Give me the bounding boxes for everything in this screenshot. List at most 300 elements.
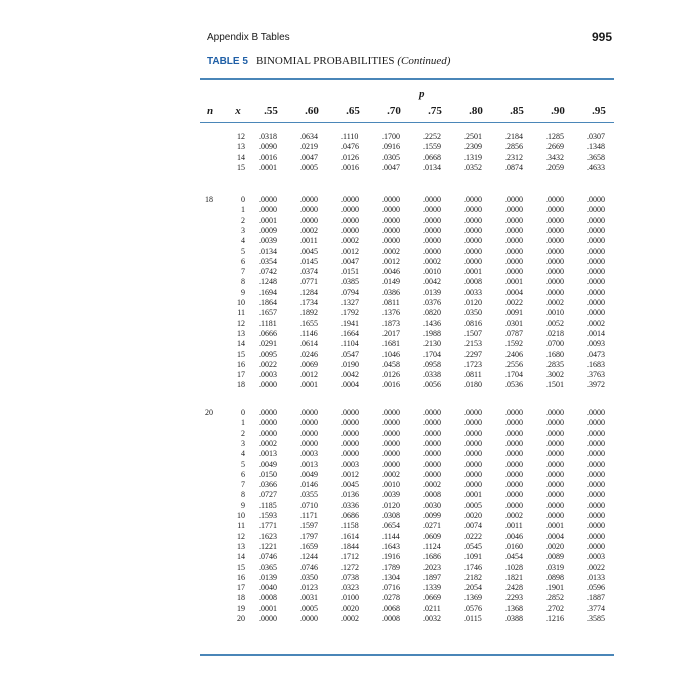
probability-cell: .0669 xyxy=(423,593,441,603)
probability-cell: .1185 xyxy=(259,500,277,510)
probability-cell: .0811 xyxy=(382,298,400,307)
probability-cell: .0012 xyxy=(382,256,400,266)
x-value-cell: 16 xyxy=(237,359,245,369)
probability-cell: .0000 xyxy=(587,236,605,246)
probability-cell: .0000 xyxy=(587,500,605,510)
table-row xyxy=(0,216,673,226)
probability-cell: .2153 xyxy=(464,339,482,349)
probability-cell: .1792 xyxy=(341,308,359,318)
probability-cell: .0000 xyxy=(300,418,318,428)
table-row xyxy=(0,490,673,500)
probability-cell: .0374 xyxy=(300,267,318,277)
x-value-cell: 19 xyxy=(237,603,245,613)
probability-cell: .0000 xyxy=(505,256,523,266)
probability-cell: .0001 xyxy=(259,215,277,225)
probability-cell: .0000 xyxy=(259,380,277,390)
probability-cell: .0000 xyxy=(546,459,564,469)
probability-cell: .0000 xyxy=(382,418,400,428)
probability-cell: .0000 xyxy=(382,225,400,235)
table-row xyxy=(0,153,673,163)
probability-cell: .2293 xyxy=(505,593,523,603)
probability-cell: .0046 xyxy=(382,267,400,277)
probability-cell: .0002 xyxy=(505,511,523,520)
table-row xyxy=(0,163,673,173)
probability-cell: .1694 xyxy=(259,287,277,297)
probability-cell: .0000 xyxy=(505,469,523,479)
probability-cell: .0012 xyxy=(341,469,359,479)
probability-cell: .0000 xyxy=(587,541,605,551)
probability-cell: .0002 xyxy=(382,469,400,479)
probability-cell: .0000 xyxy=(546,205,564,215)
x-value-cell: 5 xyxy=(241,459,245,469)
column-header-p: .90 xyxy=(551,105,565,117)
probability-cell: .0000 xyxy=(464,236,482,246)
probability-cell: .0150 xyxy=(259,469,277,479)
table-row xyxy=(0,350,673,360)
probability-cell: .0049 xyxy=(300,469,318,479)
probability-cell: .0000 xyxy=(341,408,359,417)
probability-cell: .0020 xyxy=(464,511,482,520)
probability-cell: .0010 xyxy=(423,267,441,277)
probability-cell: .0126 xyxy=(382,370,400,380)
probability-cell: .3585 xyxy=(587,614,605,623)
probability-cell: .0458 xyxy=(382,359,400,369)
probability-cell: .0820 xyxy=(423,308,441,318)
probability-cell: .1158 xyxy=(341,521,359,531)
probability-cell: .0811 xyxy=(464,370,482,380)
probability-cell: .1686 xyxy=(423,552,441,562)
probability-cell: .0000 xyxy=(587,277,605,287)
probability-cell: .0000 xyxy=(587,438,605,448)
probability-cell: .0746 xyxy=(300,562,318,572)
probability-cell: .0000 xyxy=(505,205,523,215)
probability-cell: .2017 xyxy=(382,328,400,338)
probability-cell: .0000 xyxy=(423,449,441,459)
probability-cell: .2182 xyxy=(464,572,482,582)
probability-cell: .1657 xyxy=(259,308,277,318)
probability-cell: .0000 xyxy=(587,511,605,520)
probability-cell: .0009 xyxy=(259,225,277,235)
probability-cell: .0354 xyxy=(259,256,277,266)
probability-cell: .0022 xyxy=(505,298,523,307)
probability-cell: .0001 xyxy=(464,267,482,277)
probability-cell: .1864 xyxy=(259,298,277,307)
probability-cell: .0816 xyxy=(464,318,482,328)
probability-cell: .0000 xyxy=(341,225,359,235)
table-row xyxy=(0,247,673,257)
probability-cell: .0000 xyxy=(505,438,523,448)
x-value-cell: 2 xyxy=(241,215,245,225)
table-title xyxy=(207,55,450,67)
probability-cell: .0099 xyxy=(423,511,441,520)
probability-cell: .0000 xyxy=(587,428,605,438)
probability-cell: .0000 xyxy=(505,459,523,469)
probability-cell: .0614 xyxy=(300,339,318,349)
table-bottom-rule xyxy=(200,654,614,656)
probability-cell: .0000 xyxy=(505,215,523,225)
probability-cell: .0365 xyxy=(259,562,277,572)
probability-cell: .0160 xyxy=(505,541,523,551)
probability-cell: .0609 xyxy=(423,531,441,541)
probability-cell: .0000 xyxy=(587,418,605,428)
column-header-p: .95 xyxy=(592,105,606,117)
probability-cell: .0000 xyxy=(587,490,605,500)
table-row xyxy=(0,329,673,339)
n-value-label: 18 xyxy=(205,195,213,204)
probability-cell: .1680 xyxy=(546,349,564,359)
probability-cell: .0002 xyxy=(423,480,441,490)
probability-cell: .0000 xyxy=(505,500,523,510)
probability-cell: .0139 xyxy=(259,572,277,582)
probability-cell: .2556 xyxy=(505,359,523,369)
x-value-cell: 1 xyxy=(241,418,245,428)
n-value-label: 20 xyxy=(205,408,213,417)
probability-cell: .0000 xyxy=(546,246,564,256)
probability-cell: .1797 xyxy=(300,531,318,541)
probability-cell: .1901 xyxy=(546,583,564,593)
probability-cell: .0000 xyxy=(382,449,400,459)
probability-cell: .0003 xyxy=(341,459,359,469)
probability-cell: .1941 xyxy=(341,318,359,328)
probability-cell: .0000 xyxy=(464,418,482,428)
probability-cell: .0120 xyxy=(382,500,400,510)
probability-cell: .0000 xyxy=(587,256,605,266)
probability-cell: .1104 xyxy=(341,339,359,349)
probability-cell: .0003 xyxy=(587,552,605,562)
x-value-cell: 8 xyxy=(241,277,245,287)
probability-cell: .0547 xyxy=(341,349,359,359)
probability-cell: .0013 xyxy=(300,459,318,469)
probability-cell: .0000 xyxy=(505,267,523,277)
probability-cell: .1704 xyxy=(505,370,523,380)
probability-cell: .0005 xyxy=(300,603,318,613)
probability-cell: .3002 xyxy=(546,370,564,380)
probability-cell: .0190 xyxy=(341,359,359,369)
probability-cell: .0476 xyxy=(341,142,359,152)
probability-cell: .0000 xyxy=(587,287,605,297)
probability-cell: .1436 xyxy=(423,318,441,328)
probability-cell: .0000 xyxy=(382,428,400,438)
probability-cell: .2835 xyxy=(546,359,564,369)
probability-cell: .0020 xyxy=(341,603,359,613)
x-value-cell: 13 xyxy=(237,142,245,152)
probability-cell: .1559 xyxy=(423,142,441,152)
probability-cell: .0000 xyxy=(546,418,564,428)
probability-cell: .0576 xyxy=(464,603,482,613)
probability-cell: .1821 xyxy=(505,572,523,582)
probability-cell: .0002 xyxy=(341,236,359,246)
x-value-cell: 4 xyxy=(241,449,245,459)
probability-cell: .0916 xyxy=(382,142,400,152)
probability-cell: .0319 xyxy=(546,562,564,572)
probability-cell: .1746 xyxy=(464,562,482,572)
table-row xyxy=(0,226,673,236)
x-value-cell: 15 xyxy=(237,162,245,172)
probability-cell: .0000 xyxy=(382,215,400,225)
probability-cell: .0000 xyxy=(587,246,605,256)
probability-cell: .0089 xyxy=(546,552,564,562)
probability-cell: .0000 xyxy=(546,490,564,500)
probability-cell: .1643 xyxy=(382,541,400,551)
probability-cell: .3763 xyxy=(587,370,605,380)
probability-cell: .0049 xyxy=(259,459,277,469)
table-row xyxy=(0,614,673,624)
table-row xyxy=(0,532,673,542)
probability-cell: .0000 xyxy=(423,438,441,448)
probability-cell: .0016 xyxy=(382,380,400,390)
x-value-cell: 16 xyxy=(237,572,245,582)
probability-cell: .1681 xyxy=(382,339,400,349)
column-header-p: .75 xyxy=(428,105,442,117)
probability-cell: .0000 xyxy=(546,256,564,266)
table-row xyxy=(0,460,673,470)
probability-cell: .0000 xyxy=(382,408,400,417)
probability-cell: .1704 xyxy=(423,349,441,359)
table-row xyxy=(0,511,673,521)
probability-cell: .1916 xyxy=(382,552,400,562)
probability-cell: .0000 xyxy=(546,511,564,520)
probability-cell: .3432 xyxy=(546,152,564,162)
x-value-cell: 14 xyxy=(237,152,245,162)
table-row xyxy=(0,593,673,603)
probability-cell: .0000 xyxy=(546,267,564,277)
probability-cell: .0000 xyxy=(259,428,277,438)
x-value-cell: 12 xyxy=(237,318,245,328)
probability-cell: .0000 xyxy=(423,428,441,438)
probability-cell: .0668 xyxy=(423,152,441,162)
probability-cell: .0012 xyxy=(300,370,318,380)
probability-cell: .0000 xyxy=(423,205,441,215)
probability-cell: .1124 xyxy=(423,541,441,551)
x-value-cell: 13 xyxy=(237,541,245,551)
probability-cell: .0376 xyxy=(423,298,441,307)
table-row xyxy=(0,132,673,142)
x-value-cell: 18 xyxy=(237,593,245,603)
probability-cell: .0003 xyxy=(300,449,318,459)
probability-cell: .0000 xyxy=(546,500,564,510)
probability-cell: .1723 xyxy=(464,359,482,369)
probability-cell: .0000 xyxy=(382,438,400,448)
table-row xyxy=(0,418,673,428)
x-value-cell: 9 xyxy=(241,287,245,297)
probability-cell: .1844 xyxy=(341,541,359,551)
probability-cell: .0000 xyxy=(546,225,564,235)
probability-cell: .0011 xyxy=(300,236,318,246)
probability-cell: .2059 xyxy=(546,162,564,172)
probability-cell: .0000 xyxy=(587,469,605,479)
column-header-p: .60 xyxy=(305,105,319,117)
probability-cell: .1216 xyxy=(546,614,564,623)
column-header-n: n xyxy=(206,105,214,117)
probability-cell: .0000 xyxy=(300,205,318,215)
probability-cell: .0000 xyxy=(464,480,482,490)
probability-cell: .0001 xyxy=(259,162,277,172)
probability-cell: .0149 xyxy=(382,277,400,287)
probability-cell: .0002 xyxy=(300,225,318,235)
probability-cell: .0291 xyxy=(259,339,277,349)
probability-cell: .0958 xyxy=(423,359,441,369)
probability-cell: .0001 xyxy=(546,521,564,531)
probability-cell: .0047 xyxy=(341,256,359,266)
probability-cell: .0000 xyxy=(300,408,318,417)
probability-cell: .0301 xyxy=(505,318,523,328)
table-row xyxy=(0,429,673,439)
probability-cell: .0139 xyxy=(423,287,441,297)
table-row xyxy=(0,267,673,277)
probability-cell: .0000 xyxy=(464,428,482,438)
table-row xyxy=(0,521,673,531)
probability-cell: .2023 xyxy=(423,562,441,572)
probability-cell: .1248 xyxy=(259,277,277,287)
probability-cell: .0008 xyxy=(259,593,277,603)
table-row xyxy=(0,205,673,215)
page-header-label: Appendix B Tables xyxy=(207,32,290,43)
probability-cell: .0095 xyxy=(259,349,277,359)
probability-cell: .0000 xyxy=(587,459,605,469)
probability-cell: .0008 xyxy=(423,490,441,500)
column-header-p: .55 xyxy=(264,105,278,117)
table-row xyxy=(0,195,673,205)
column-header-x: x xyxy=(235,105,241,117)
probability-cell: .0634 xyxy=(300,132,318,141)
probability-cell: .0000 xyxy=(259,614,277,623)
probability-cell: .1664 xyxy=(341,328,359,338)
probability-cell: .0000 xyxy=(546,449,564,459)
probability-cell: .0545 xyxy=(464,541,482,551)
probability-cell: .1771 xyxy=(259,521,277,531)
probability-cell: .0000 xyxy=(464,408,482,417)
column-header-row xyxy=(0,105,673,119)
probability-cell: .3972 xyxy=(587,380,605,390)
probability-cell: .0145 xyxy=(300,256,318,266)
probability-cell: .0000 xyxy=(505,236,523,246)
x-value-cell: 12 xyxy=(237,531,245,541)
probability-cell: .0069 xyxy=(300,359,318,369)
probability-cell: .0000 xyxy=(382,236,400,246)
probability-cell: .0093 xyxy=(587,339,605,349)
table-row xyxy=(0,542,673,552)
table-row xyxy=(0,552,673,562)
probability-cell: .0308 xyxy=(382,511,400,520)
probability-cell: .0000 xyxy=(587,205,605,215)
probability-cell: .0000 xyxy=(546,469,564,479)
probability-cell: .1592 xyxy=(505,339,523,349)
table-row xyxy=(0,439,673,449)
probability-cell: .2852 xyxy=(546,593,564,603)
probability-cell: .0716 xyxy=(382,583,400,593)
probability-cell: .0000 xyxy=(505,195,523,204)
probability-cell: .0000 xyxy=(300,438,318,448)
x-value-cell: 10 xyxy=(237,511,245,520)
probability-cell: .0133 xyxy=(587,572,605,582)
table-row xyxy=(0,277,673,287)
table-title-text: BINOMIAL PROBABILITIES xyxy=(255,55,395,67)
x-value-cell: 17 xyxy=(237,370,245,380)
probability-cell: .0000 xyxy=(505,480,523,490)
probability-cell: .0386 xyxy=(382,287,400,297)
probability-cell: .0003 xyxy=(259,370,277,380)
probability-cell: .0039 xyxy=(259,236,277,246)
probability-cell: .0010 xyxy=(546,308,564,318)
x-value-cell: 8 xyxy=(241,490,245,500)
x-value-cell: 7 xyxy=(241,480,245,490)
probability-cell: .0004 xyxy=(546,531,564,541)
probability-cell: .0000 xyxy=(423,408,441,417)
probability-cell: .2501 xyxy=(464,132,482,141)
probability-cell: .1272 xyxy=(341,562,359,572)
table-row xyxy=(0,288,673,298)
probability-cell: .0000 xyxy=(341,438,359,448)
probability-cell: .0045 xyxy=(300,246,318,256)
probability-cell: .1244 xyxy=(300,552,318,562)
probability-cell: .0022 xyxy=(587,562,605,572)
probability-cell: .0000 xyxy=(423,215,441,225)
probability-cell: .0385 xyxy=(341,277,359,287)
probability-cell: .1319 xyxy=(464,152,482,162)
probability-cell: .0000 xyxy=(505,408,523,417)
x-value-cell: 15 xyxy=(237,562,245,572)
probability-cell: .0000 xyxy=(546,408,564,417)
probability-cell: .0134 xyxy=(423,162,441,172)
probability-cell: .0010 xyxy=(382,480,400,490)
probability-cell: .0305 xyxy=(382,152,400,162)
x-value-cell: 15 xyxy=(237,349,245,359)
table-row xyxy=(0,308,673,318)
probability-cell: .0000 xyxy=(423,236,441,246)
probability-cell: .0000 xyxy=(341,195,359,204)
table-row xyxy=(0,563,673,573)
table-row xyxy=(0,380,673,390)
probability-cell: .0000 xyxy=(505,246,523,256)
probability-cell: .1614 xyxy=(341,531,359,541)
probability-cell: .2184 xyxy=(505,132,523,141)
table-row xyxy=(0,142,673,152)
probability-cell: .0338 xyxy=(423,370,441,380)
x-value-cell: 5 xyxy=(241,246,245,256)
table-row xyxy=(0,319,673,329)
probability-cell: .0000 xyxy=(382,195,400,204)
probability-cell: .0000 xyxy=(546,215,564,225)
probability-cell: .0218 xyxy=(546,328,564,338)
probability-cell: .0000 xyxy=(546,438,564,448)
probability-cell: .0473 xyxy=(587,349,605,359)
probability-cell: .0013 xyxy=(259,449,277,459)
probability-cell: .0042 xyxy=(341,370,359,380)
x-value-cell: 14 xyxy=(237,339,245,349)
table-top-rule xyxy=(200,78,614,80)
x-value-cell: 1 xyxy=(241,205,245,215)
x-value-cell: 9 xyxy=(241,500,245,510)
probability-cell: .0005 xyxy=(464,500,482,510)
probability-cell: .1623 xyxy=(259,531,277,541)
probability-cell: .0115 xyxy=(464,614,482,623)
table-number-label: TABLE 5 xyxy=(207,56,248,67)
probability-cell: .0002 xyxy=(423,256,441,266)
probability-cell: .0002 xyxy=(382,246,400,256)
x-value-cell: 11 xyxy=(237,521,245,531)
probability-cell: .0052 xyxy=(546,318,564,328)
probability-cell: .0727 xyxy=(259,490,277,500)
probability-cell: .0000 xyxy=(505,225,523,235)
probability-cell: .0032 xyxy=(423,614,441,623)
probability-cell: .0000 xyxy=(259,205,277,215)
probability-cell: .0355 xyxy=(300,490,318,500)
probability-cell: .0211 xyxy=(423,603,441,613)
probability-cell: .0000 xyxy=(423,246,441,256)
probability-cell: .0000 xyxy=(587,449,605,459)
probability-cell: .0002 xyxy=(546,298,564,307)
probability-cell: .2856 xyxy=(505,142,523,152)
